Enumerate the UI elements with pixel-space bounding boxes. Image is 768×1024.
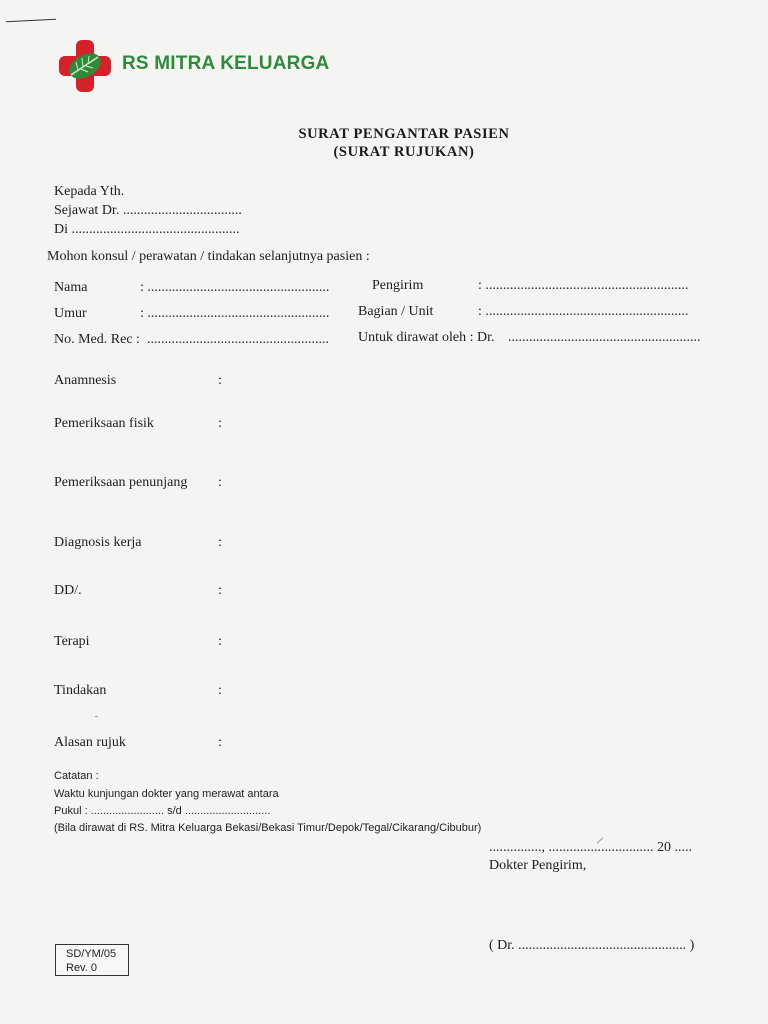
bagian-unit-field[interactable]: : .......................................................... (478, 304, 689, 319)
hospital-name: RS MITRA KELUARGA (122, 53, 330, 74)
tindakan-colon: : (218, 683, 222, 698)
pemeriksaan-fisik-label: Pemeriksaan fisik (54, 416, 154, 431)
pemeriksaan-fisik-colon: : (218, 416, 222, 431)
pukul-field[interactable]: Pukul : ........................ s/d ............................ (54, 805, 271, 817)
tindakan-label: Tindakan (54, 683, 107, 698)
alasan-rujuk-label: Alasan rujuk (54, 735, 126, 750)
nama-label: Nama (54, 280, 88, 295)
umur-label: Umur (54, 306, 87, 321)
addressee-greeting: Kepada Yth. (54, 184, 125, 199)
form-code: SD/YM/05 (66, 948, 117, 960)
catatan-label: Catatan : (54, 770, 99, 782)
pemeriksaan-penunjang-colon: : (218, 475, 222, 490)
med-rec-label: No. Med. Rec : (54, 332, 140, 347)
differential-diagnosis-label: DD/. (54, 583, 82, 598)
anamnesis-colon: : (218, 373, 222, 388)
hospital-locations-note: (Bila dirawat di RS. Mitra Keluarga Bekasi/Bekasi Timur/Depok/Tegal/Cikarang/Cibubur) (54, 822, 482, 834)
differential-diagnosis-colon: : (218, 583, 222, 598)
med-rec-field[interactable]: .................................................... (147, 332, 329, 347)
addressee-location-field[interactable]: Di ................................................ (54, 222, 240, 237)
diagnosis-kerja-colon: : (218, 535, 222, 550)
dirawat-oleh-label: Untuk dirawat oleh : Dr. (358, 330, 495, 345)
anamnesis-label: Anamnesis (54, 373, 117, 388)
dirawat-oleh-field[interactable]: ....................................................... (508, 330, 701, 345)
waktu-kunjungan-text: Waktu kunjungan dokter yang merawat antara (54, 788, 279, 800)
scan-pen-mark (6, 19, 56, 23)
pengirim-label: Pengirim (372, 278, 424, 293)
pemeriksaan-penunjang-label: Pemeriksaan penunjang (54, 475, 188, 490)
nama-field[interactable]: : .................................................... (140, 280, 330, 295)
signature-doctor-field[interactable]: ( Dr. ................................................ ) (489, 938, 695, 953)
document-title: SURAT PENGANTAR PASIEN (298, 126, 510, 142)
umur-field[interactable]: : .................................................... (140, 306, 330, 321)
bagian-unit-label: Bagian / Unit (358, 304, 434, 319)
form-revision: Rev. 0 (66, 962, 97, 974)
diagnosis-kerja-label: Diagnosis kerja (54, 535, 142, 550)
date-field[interactable]: ..............., .............................. 20 ..... (489, 840, 692, 855)
terapi-label: Terapi (54, 634, 90, 649)
scan-speck (95, 716, 98, 717)
alasan-rujuk-colon: : (218, 735, 222, 750)
form-code-box (55, 944, 129, 976)
addressee-doctor-field[interactable]: Sejawat Dr. .................................. (54, 203, 242, 218)
pengirim-field[interactable]: : .......................................................... (478, 278, 689, 293)
red-cross-leaf-logo-icon (56, 38, 114, 94)
terapi-colon: : (218, 634, 222, 649)
request-text: Mohon konsul / perawatan / tindakan selanjutnya pasien : (47, 249, 370, 264)
document-subtitle: (SURAT RUJUKAN) (333, 144, 475, 160)
signature-role: Dokter Pengirim, (489, 858, 587, 873)
